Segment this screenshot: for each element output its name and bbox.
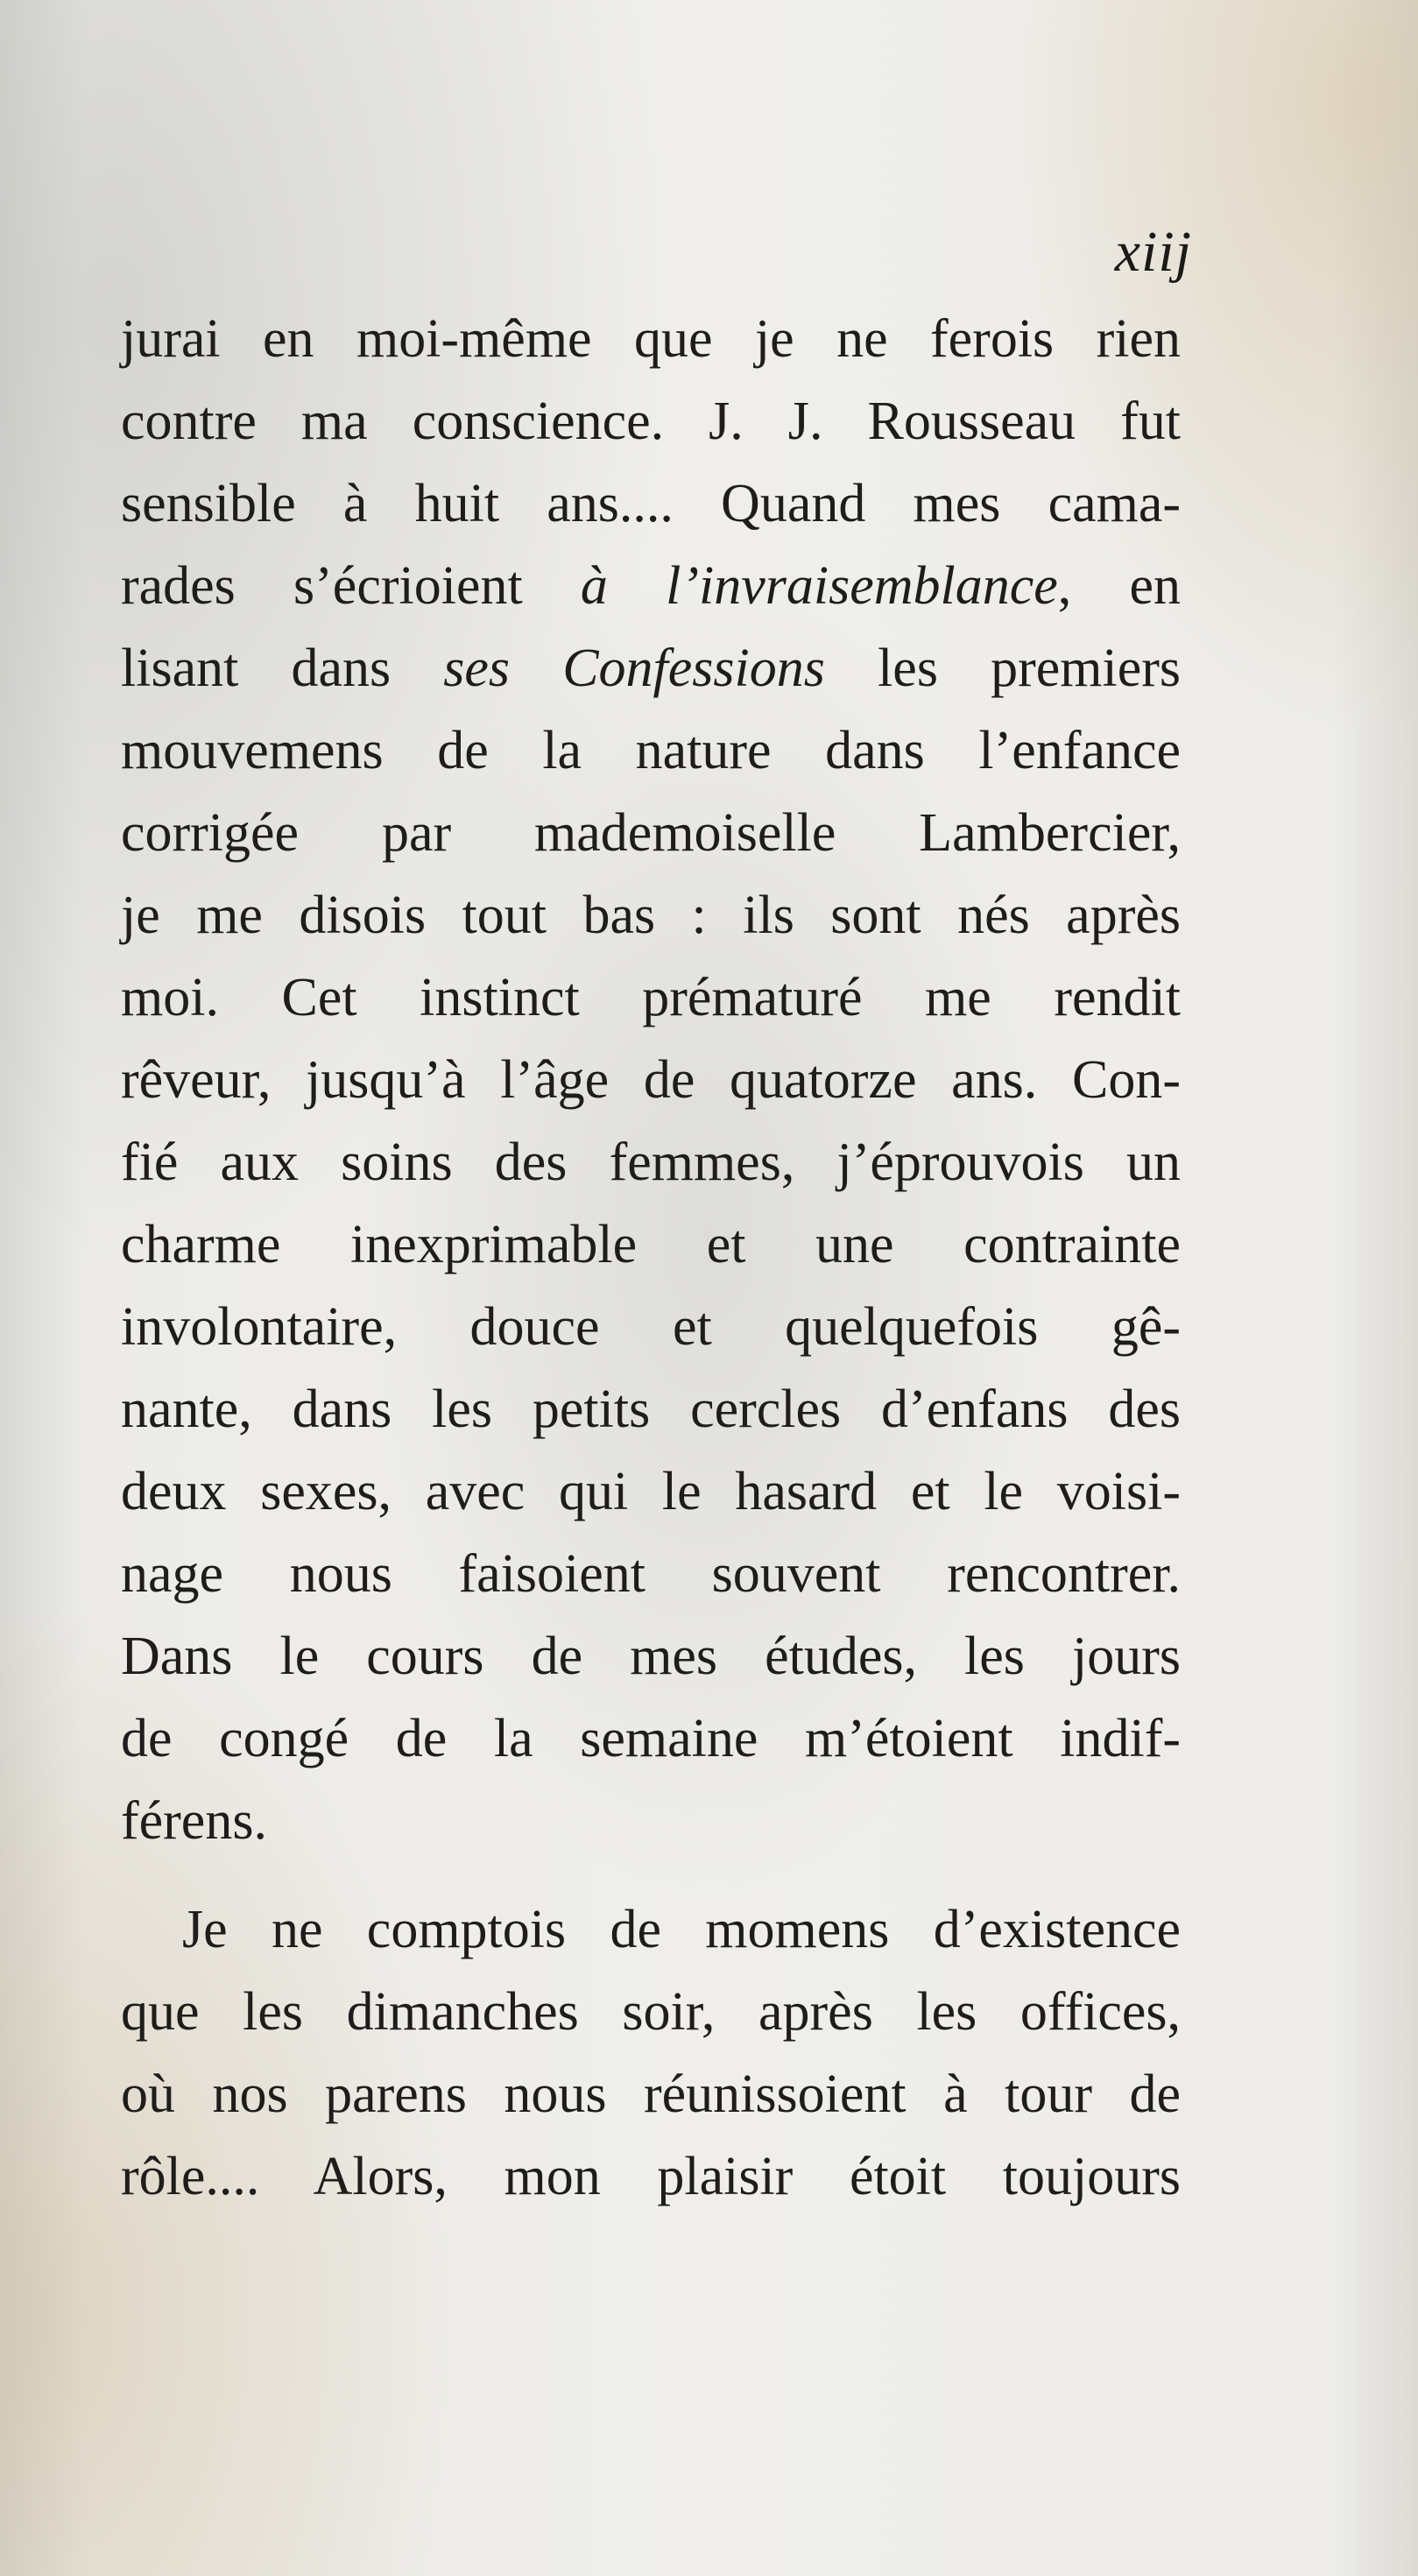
text-line: involontaire, douce et quelquefois gê- bbox=[121, 1297, 1181, 1357]
text-line: je me disois tout bas : ils sont nés après bbox=[121, 886, 1181, 945]
text-line: charme inexprimable et une contrainte bbox=[121, 1215, 1181, 1274]
page-number: xiij bbox=[1114, 220, 1192, 284]
text-line: nage nous faisoient souvent rencontrer. bbox=[121, 1544, 1181, 1604]
text-line: que les dimanches soir, après les offices, bbox=[121, 1982, 1181, 2042]
text-line bbox=[121, 545, 1181, 627]
text-line: nante, dans les petits cercles d’enfans des bbox=[121, 1380, 1181, 1439]
text-line bbox=[121, 627, 1181, 709]
text-line: mouvemens de la nature dans l’enfance bbox=[121, 721, 1181, 780]
text-line: corrigée par mademoiselle Lambercier, bbox=[121, 803, 1181, 863]
text-line: où nos parens nous réunissoient à tour de bbox=[121, 2064, 1181, 2124]
text-line: moi. Cet instinct prématuré me rendit bbox=[121, 968, 1181, 1027]
text-line: rôle.... Alors, mon plaisir étoit toujours bbox=[121, 2147, 1181, 2206]
italic-title: ses Confessions bbox=[443, 639, 825, 698]
text-run: , en bbox=[1057, 556, 1181, 616]
text-line: sensible à huit ans.... Quand mes cama- bbox=[121, 474, 1181, 533]
text-run: lisant dans bbox=[121, 639, 444, 698]
italic-phrase: à l’invraisemblance bbox=[580, 556, 1058, 616]
text-run: rades s’écrioient bbox=[121, 556, 581, 616]
text-line: Je ne comptois de momens d’existence bbox=[182, 1900, 1181, 1959]
text-line: rêveur, jusqu’à l’âge de quatorze ans. Con- bbox=[121, 1050, 1181, 1110]
text-line: deux sexes, avec qui le hasard et le voisi- bbox=[121, 1462, 1181, 1521]
text-line: de congé de la semaine m’étoient indif- bbox=[121, 1709, 1181, 1768]
text-run: les premiers bbox=[824, 639, 1182, 698]
text-line: Dans le cours de mes études, les jours bbox=[121, 1627, 1181, 1686]
text-line: fié aux soins des femmes, j’éprouvois un bbox=[121, 1133, 1181, 1192]
text-line: contre ma conscience. J. J. Rousseau fut bbox=[121, 392, 1181, 451]
body-text bbox=[121, 298, 1181, 2218]
text-line: jurai en moi-même que je ne ferois rien bbox=[121, 309, 1181, 369]
text-line: férens. bbox=[121, 1791, 267, 1851]
